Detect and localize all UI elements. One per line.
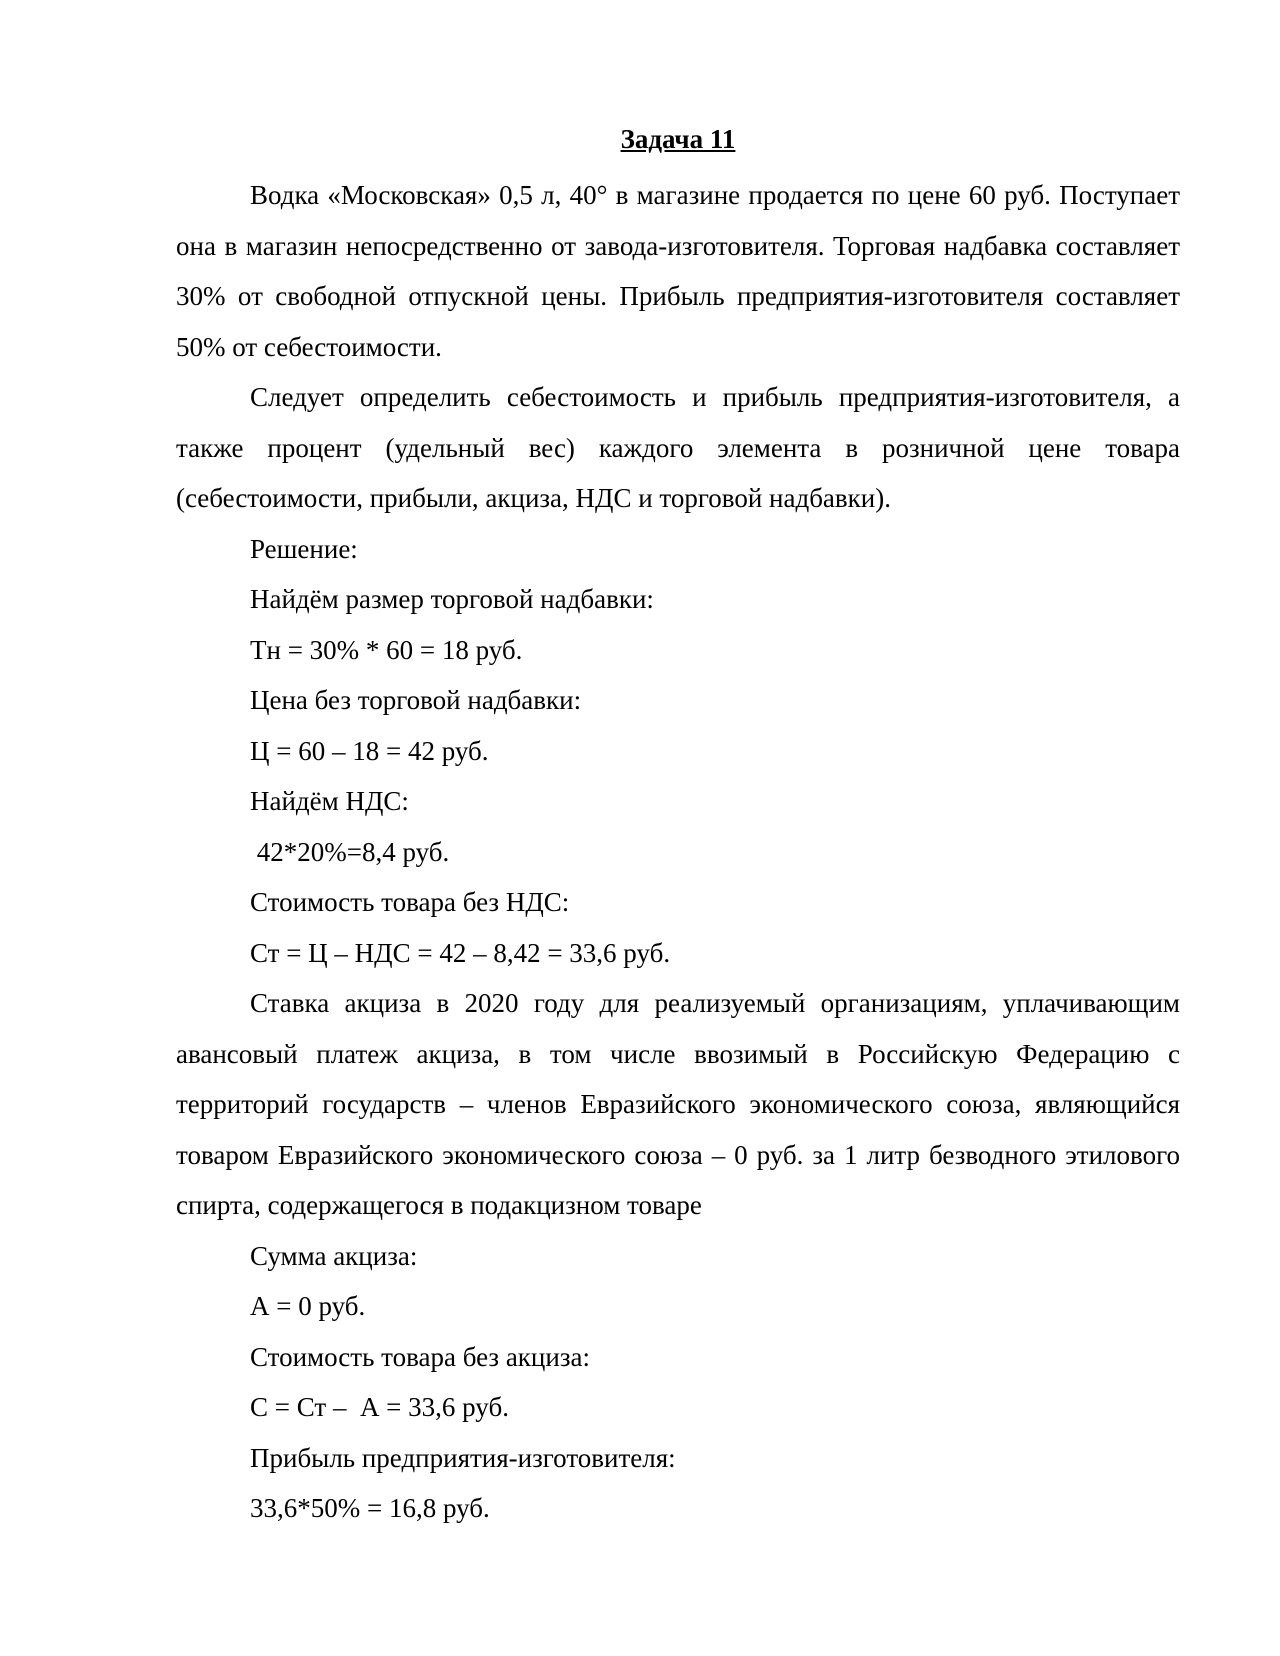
solution-line: Прибыль предприятия-изготовителя: <box>250 1442 676 1473</box>
solution-line: Найдём НДС: <box>250 786 409 816</box>
solution-formula: Ц = 60 – 18 = 42 руб. <box>250 735 489 766</box>
document-title: Задача 11 <box>620 124 736 154</box>
solution-formula: 33,6*50% = 16,8 руб. <box>250 1493 490 1523</box>
excise-rate-paragraph: Ставка акциза в 2020 году для реализуемый организациям, уплачивающим авансовый платеж акциза, в том числе ввозимый в Российскую Федерацию с территорий государств – членов Евразийского экономического союза, являющийся товаром Евразийского экономического союза – 0 руб. за 1 литр безводного этилового спирта, содержащегося в подакцизном товаре <box>176 988 1180 1220</box>
solution-line: Стоимость товара без НДС: <box>250 887 570 917</box>
solution-formula: Ст = Ц – НДС = 42 – 8,42 = 33,6 руб. <box>250 937 671 968</box>
solution-formula: 42*20%=8,4 руб. <box>250 836 450 867</box>
solution-line: Цена без торговой надбавки: <box>250 685 582 715</box>
problem-paragraph-conditions: Водка «Московская» 0,5 л, 40° в магазине продается по цене 60 руб. Поступает она в магазин непосредственно от завода-изготовителя. Торговая надбавка составляет 30% от свободной отпускной цены. Прибыль предприятия-изготовителя составляет 50% от себестоимости. <box>176 180 1180 362</box>
solution-line: Сумма акциза: <box>250 1240 418 1271</box>
solution-line: Найдём размер торговой надбавки: <box>250 584 654 614</box>
problem-paragraph-task: Следует определить себестоимость и прибыль предприятия-изготовителя, а также процент (удельный вес) каждого элемента в розничной цене товара (себестоимости, прибыли, акциза, НДС и торговой надбавки). <box>176 382 1180 513</box>
solution-heading: Решение: <box>250 533 358 564</box>
document-body <box>176 114 1180 1534</box>
solution-formula: Тн = 30% * 60 = 18 руб. <box>250 634 523 665</box>
solution-formula: С = Ст – А = 33,6 руб. <box>250 1392 509 1422</box>
solution-formula: А = 0 руб. <box>250 1291 366 1321</box>
solution-line: Стоимость товара без акциза: <box>250 1341 590 1372</box>
